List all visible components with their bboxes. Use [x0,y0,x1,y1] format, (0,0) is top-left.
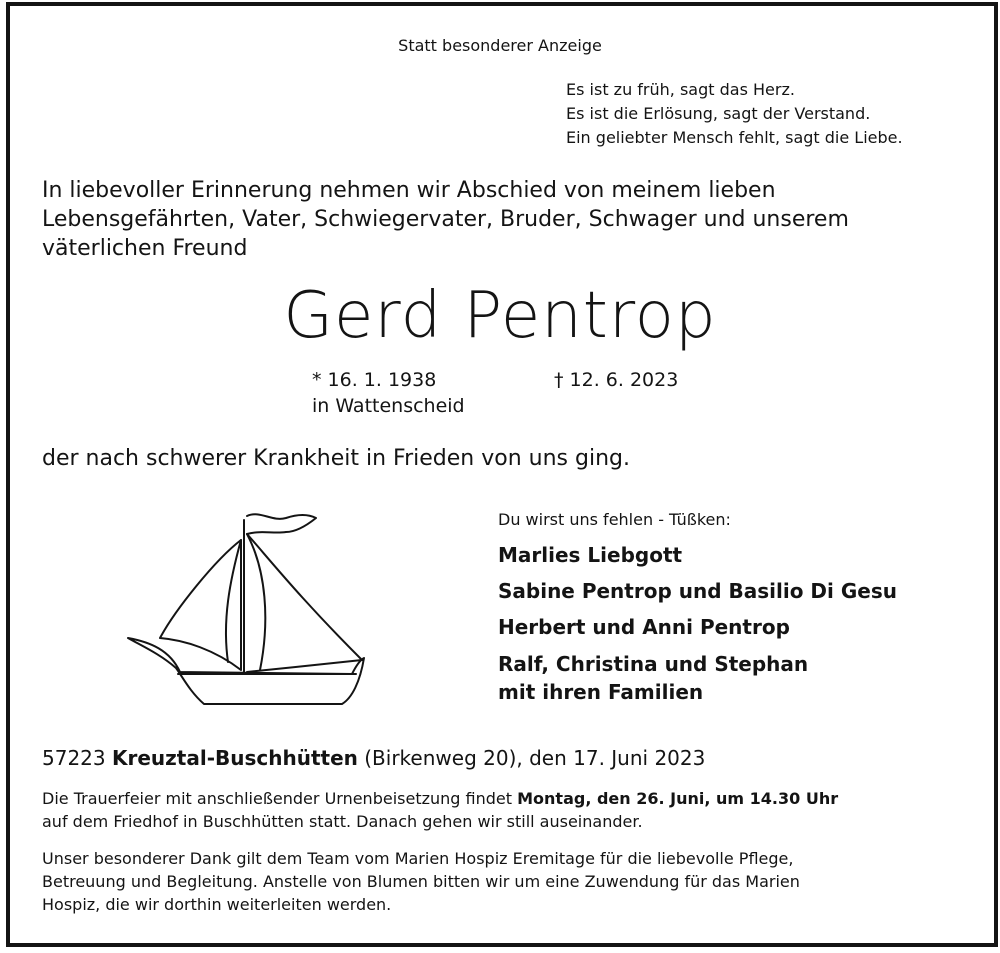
sailboat-icon [120,500,380,715]
service-line: auf dem Friedhof in Buschhütten statt. Danach gehen wir still auseinander. [42,812,643,831]
thanks-line: Hospiz, die wir dorthin weiterleiten werden. [42,895,392,914]
intro-line: Lebensgefährten, Vater, Schwiegervater, Bruder, Schwager und unserem [42,207,849,232]
thanks-text [42,847,800,916]
service-info [42,787,838,833]
address-zip: 57223 [42,746,106,770]
poem-line: Ein geliebter Mensch fehlt, sagt die Liebe. [566,128,903,147]
thanks-line: Unser besonderer Dank gilt dem Team vom Marien Hospiz Eremitage für die liebevolle Pflege, [42,849,794,868]
service-text: Die Trauerfeier mit anschließender Urnenbeisetzung findet [42,789,513,808]
thanks-line: Betreuung und Begleitung. Anstelle von Blumen bitten wir um eine Zuwendung für das Marien [42,872,800,891]
death-date: † 12. 6. 2023 [554,369,679,391]
address-street-date: (Birkenweg 20), den 17. Juni 2023 [364,746,706,770]
mourner-entry [498,577,897,605]
service-datetime: Montag, den 26. Juni, um 14.30 Uhr [517,789,839,808]
mourner-name: Herbert und Anni Pentrop [498,615,790,639]
mourner-entry [498,613,790,641]
header-note: Statt besonderer Anzeige [398,36,602,55]
intro-line: In liebevoller Erinnerung nehmen wir Abschied von meinem lieben [42,178,776,203]
mourner-name: Sabine Pentrop und Basilio Di Gesu [498,579,897,603]
mourner-entry [498,541,682,569]
passing-text: der nach schwerer Krankheit in Frieden von uns ging. [42,446,630,471]
mourner-name: Ralf, Christina und Stephan [498,652,809,676]
address-city: Kreuztal-Buschhütten [111,746,358,770]
service-line [42,787,838,810]
poem-line: Es ist zu früh, sagt das Herz. [566,80,795,99]
mourner-name: Marlies Liebgott [498,543,683,567]
address-line [42,744,705,772]
mourner-entry [498,650,808,706]
intro-text [42,176,849,263]
birth-date: * 16. 1. 1938 [312,369,437,391]
miss-line: Du wirst uns fehlen - Tüßken: [498,510,731,529]
mourner-name: mit ihren Familien [498,680,704,704]
birth-place: in Wattenscheid [312,395,465,417]
poem [566,78,903,150]
deceased-name: Gerd Pentrop [283,279,717,353]
poem-line: Es ist die Erlösung, sagt der Verstand. [566,104,871,123]
birth-info [312,367,465,419]
intro-line: väterlichen Freund [42,236,248,261]
